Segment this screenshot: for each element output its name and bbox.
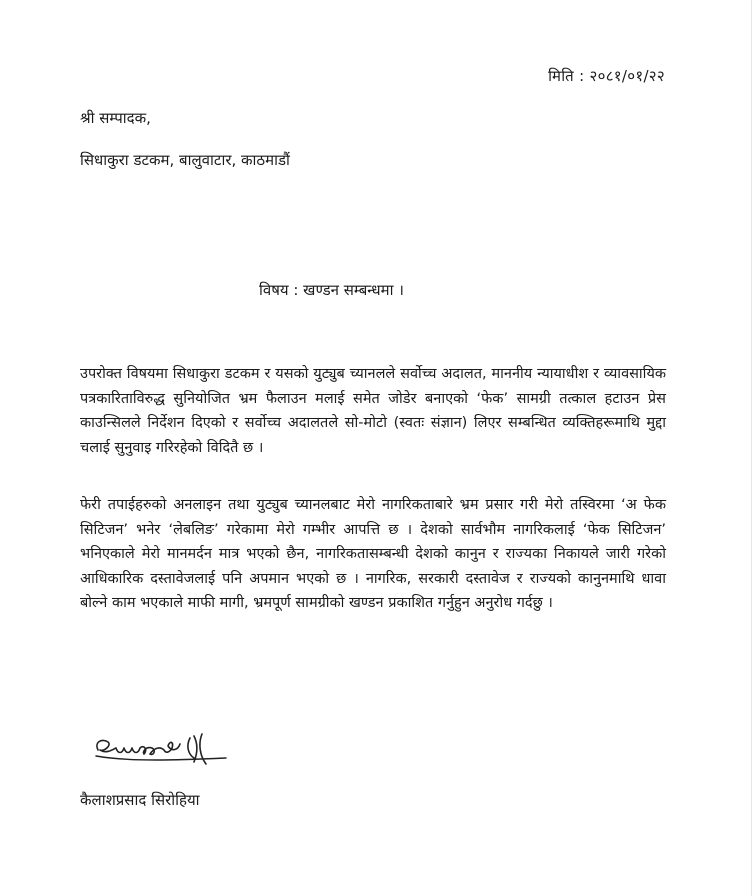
body-paragraph: फेरी तपाईहरुको अनलाइन तथा युट्युब च्यानलबाट मेरो नागरिकताबारे भ्रम प्रसार गरी मेरो तस्विरमा ‘अ फेक सिटिजन’ भनेर ‘लेबलिङ’ गरेकामा मेरो गम्भीर आपत्ति छ । देशको सार्वभौम नागरिकलाई ‘फेक सिटिजन’ भनिएकाले मेरो मानमर्दन मात्र भएको छैन, नागरिकतासम्बन्धी देशको कानुन र राज्यका निकायले जारी गरेको आधिकारिक दस्तावेजलाई पनि अपमान भएको छ । नागरिक, सरकारी दस्तावेज र राज्यको कानुनमाथि धावा बोल्ने काम भएकाले माफी मागी, भ्रमपूर्ण सामग्रीको खण्डन प्रकाशित गर्नुहुन अनुरोध गर्दछु ।: [80, 497, 666, 611]
signer-name: कैलाशप्रसाद सिरोहिया: [80, 791, 200, 809]
recipient-address: सिधाकुरा डटकम, बालुवाटार, काठमाडौं: [80, 151, 290, 169]
body-paragraph: उपरोक्त विषयमा सिधाकुरा डटकम र यसको युट्युब च्यानलले सर्वोच्च अदालत, माननीय न्यायाधीश र व्यावसायिक पत्रकारिताविरुद्ध सुनियोजित भ्रम फैलाउन मलाई समेत जोडेर बनाएको ‘फेक’ सामग्री तत्काल हटाउन प्रेस काउन्सिलले निर्देशन दिएको र सर्वोच्च अदालतले सो-मोटो (स्वतः संज्ञान) लिएर सम्बन्धित व्यक्तिहरूमाथि मुद्दा चलाई सुनुवाइ गरिरहेको विदितै छ ।: [80, 366, 666, 456]
letter-date: मिति : २०८१/०१/२२: [548, 67, 665, 85]
handwritten-signature: [90, 728, 230, 774]
salutation: श्री सम्पादक,: [80, 109, 151, 127]
letter-subject: विषय : खण्डन सम्बन्धमा ।: [259, 281, 404, 299]
